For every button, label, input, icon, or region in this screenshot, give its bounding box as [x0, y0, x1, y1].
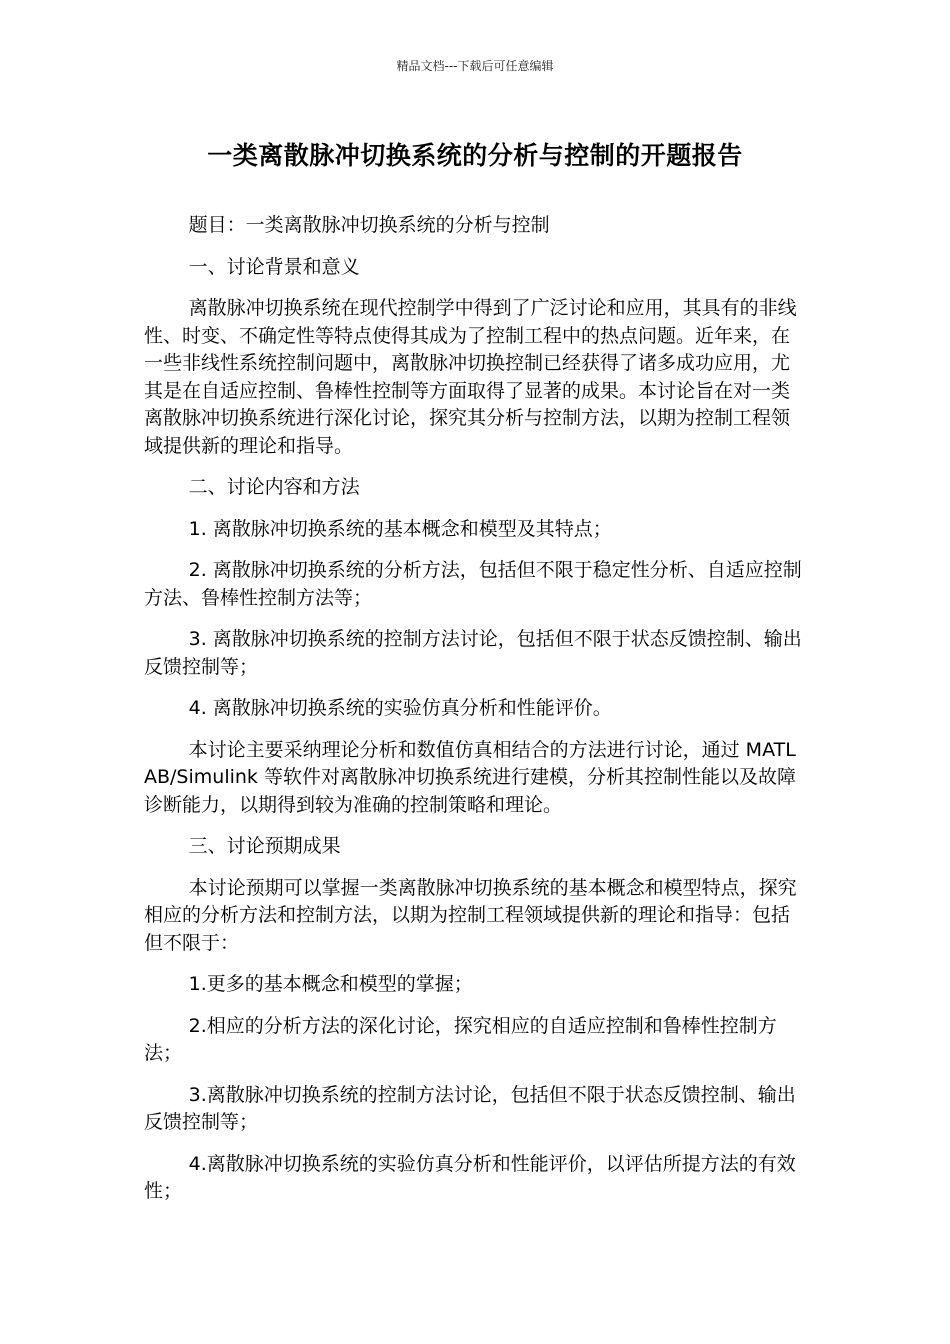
content-item-4: 4. 离散脉冲切换系统的实验仿真分析和性能评价。 — [188, 697, 612, 719]
expected-results-paragraph: 本讨论预期可以掌握一类离散脉冲切换系统的基本概念和模型特点，探究相应的分析方法和控制方法，以期为控制工程领域提供新的理论和指导：包括但不限于： — [144, 876, 797, 954]
header-note: 精品文档---下载后可任意编辑 — [396, 59, 554, 73]
section-heading-background: 一、讨论背景和意义 — [188, 255, 360, 278]
background-paragraph: 离散脉冲切换系统在现代控制学中得到了广泛讨论和应用，其具有的非线性、时变、不确定性等特点使得其成为了控制工程中的热点问题。近年来，在一些非线性系统控制问题中，离散脉冲切换控制已经获得了诸多成功应用，尤其是在自适应控制、鲁棒性控制等方面取得了显著的成果。本讨论旨在对一类离散脉冲切换系统进行深化讨论，探究其分析与控制方法，以期为控制工程领域提供新的理论和指导。 — [144, 297, 797, 457]
document-title: 一类离散脉冲切换系统的分析与控制的开题报告 — [207, 141, 743, 170]
content-item-3: 3. 离散脉冲切换系统的控制方法讨论，包括但不限于状态反馈控制、输出反馈控制等； — [144, 628, 802, 678]
topic-line: 题目：一类离散脉冲切换系统的分析与控制 — [188, 214, 550, 236]
result-item-4: 4.离散脉冲切换系统的实验仿真分析和性能评价，以评估所提方法的有效性； — [144, 1152, 796, 1202]
result-item-1: 1.更多的基本概念和模型的掌握； — [188, 973, 473, 995]
methods-paragraph: 本讨论主要采纳理论分析和数值仿真相结合的方法进行讨论，通过 MATLAB/Simulink 等软件对离散脉冲切换系统进行建模，分析其控制性能以及故障诊断能力，以期得到较为准确的控制策略和理论。 — [144, 738, 796, 816]
section-heading-expected-results: 三、讨论预期成果 — [188, 835, 341, 857]
document-body — [144, 212, 808, 1220]
result-item-2: 2.相应的分析方法的深化讨论，探究相应的自适应控制和鲁棒性控制方法； — [144, 1014, 777, 1064]
result-item-3: 3.离散脉冲切换系统的控制方法讨论，包括但不限于状态反馈控制、输出反馈控制等； — [144, 1083, 796, 1133]
content-item-1: 1. 离散脉冲切换系统的基本概念和模型及其特点； — [188, 517, 612, 540]
section-heading-content-methods: 二、讨论内容和方法 — [188, 476, 360, 498]
content-item-2: 2. 离散脉冲切换系统的分析方法，包括但不限于稳定性分析、自适应控制方法、鲁棒性控制方法等； — [144, 559, 802, 609]
